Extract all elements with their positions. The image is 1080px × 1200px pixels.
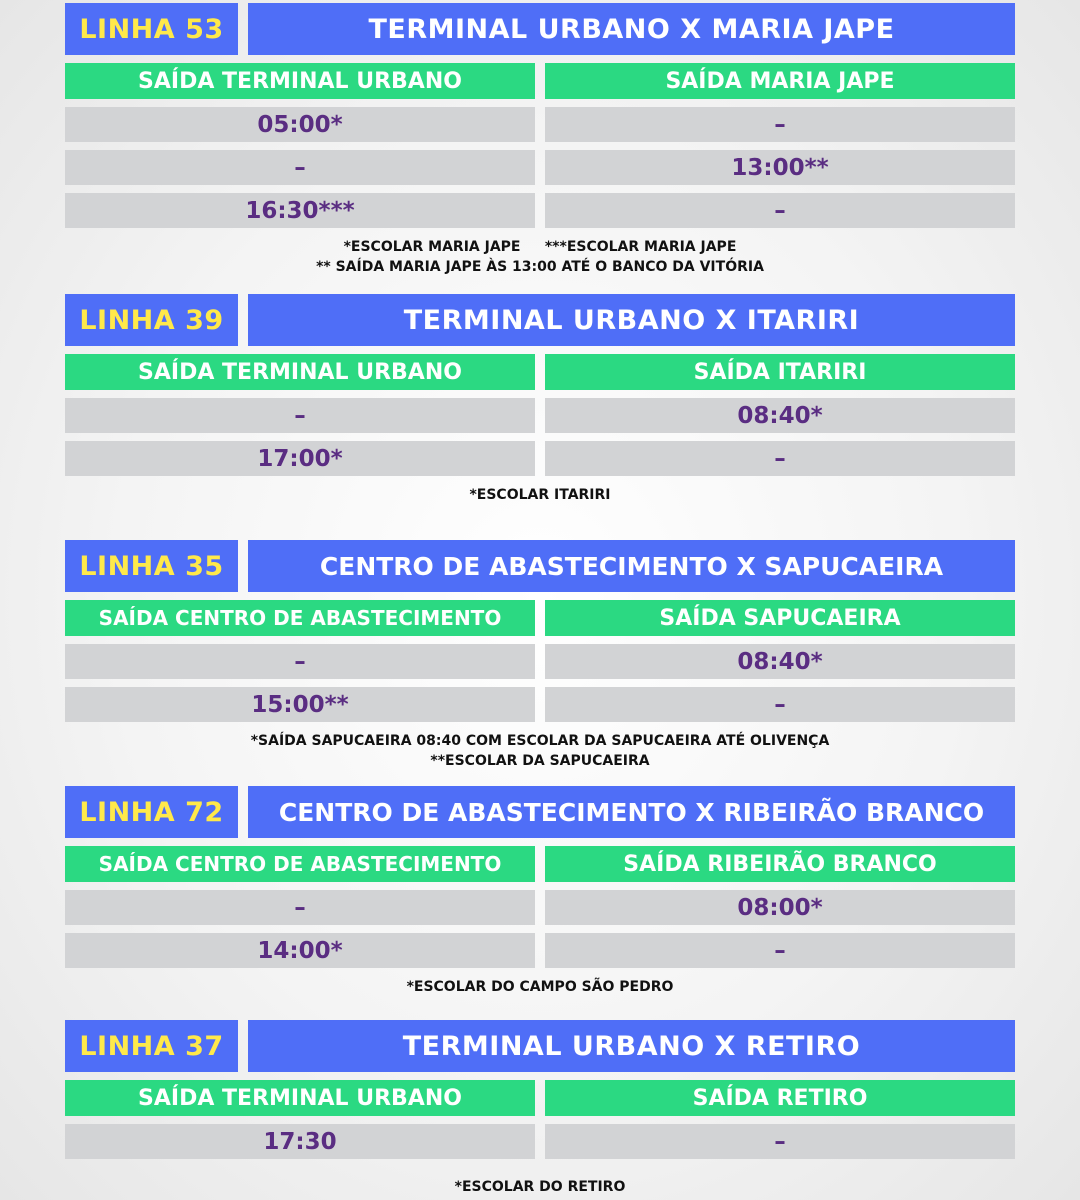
time-cell: 08:00* xyxy=(545,890,1015,925)
time-cell: – xyxy=(545,193,1015,228)
time-cell: – xyxy=(65,890,535,925)
line-number: LINHA 35 xyxy=(65,540,238,592)
time-cell: – xyxy=(65,398,535,433)
footnote: *ESCOLAR DO RETIRO xyxy=(454,1179,626,1195)
time-cell: – xyxy=(545,933,1015,968)
direction-header-right: SAÍDA ITARIRI xyxy=(545,354,1015,390)
left-column xyxy=(65,600,535,722)
line-header xyxy=(65,3,1015,55)
time-cell: – xyxy=(65,150,535,185)
time-cell: 14:00* xyxy=(65,933,535,968)
route-title: TERMINAL URBANO X ITARIRI xyxy=(248,294,1015,346)
right-column xyxy=(545,846,1015,968)
direction-header-left: SAÍDA TERMINAL URBANO xyxy=(65,354,535,390)
time-cell: 08:40* xyxy=(545,398,1015,433)
line-header xyxy=(65,540,1015,592)
left-column xyxy=(65,63,535,228)
footnotes xyxy=(65,731,1015,771)
footnotes xyxy=(65,485,1015,505)
left-column xyxy=(65,846,535,968)
footnotes xyxy=(65,977,1015,997)
direction-header-left: SAÍDA CENTRO DE ABASTECIMENTO xyxy=(65,846,535,882)
right-column xyxy=(545,600,1015,722)
line-block-39 xyxy=(65,294,1015,505)
direction-header-left: SAÍDA TERMINAL URBANO xyxy=(65,1080,535,1116)
line-number: LINHA 72 xyxy=(65,786,238,838)
time-cell: – xyxy=(545,107,1015,142)
line-block-53 xyxy=(65,3,1015,277)
line-number: LINHA 39 xyxy=(65,294,238,346)
time-cell: 13:00** xyxy=(545,150,1015,185)
time-cell: 08:40* xyxy=(545,644,1015,679)
left-column xyxy=(65,1080,535,1159)
time-cell: 16:30*** xyxy=(65,193,535,228)
time-cell: 05:00* xyxy=(65,107,535,142)
footnote: *SAÍDA SAPUCAEIRA 08:40 COM ESCOLAR DA SAPUCAEIRA ATÉ OLIVENÇA xyxy=(250,733,830,749)
route-title: TERMINAL URBANO X MARIA JAPE xyxy=(248,3,1015,55)
right-column xyxy=(545,63,1015,228)
line-block-37 xyxy=(65,1020,1015,1197)
line-number: LINHA 53 xyxy=(65,3,238,55)
direction-header-left: SAÍDA CENTRO DE ABASTECIMENTO xyxy=(65,600,535,636)
time-cell: – xyxy=(545,687,1015,722)
footnote: *ESCOLAR MARIA JAPE ***ESCOLAR MARIA JAPE xyxy=(343,239,737,255)
footnotes xyxy=(65,237,1015,277)
line-header xyxy=(65,786,1015,838)
time-cell: 17:30 xyxy=(65,1124,535,1159)
line-header xyxy=(65,294,1015,346)
time-cell: 15:00** xyxy=(65,687,535,722)
right-column xyxy=(545,354,1015,476)
line-header xyxy=(65,1020,1015,1072)
time-cell: – xyxy=(65,644,535,679)
route-title: CENTRO DE ABASTECIMENTO X RIBEIRÃO BRANCO xyxy=(248,786,1015,838)
left-column xyxy=(65,354,535,476)
line-number: LINHA 37 xyxy=(65,1020,238,1072)
direction-header-right: SAÍDA SAPUCAEIRA xyxy=(545,600,1015,636)
direction-header-left: SAÍDA TERMINAL URBANO xyxy=(65,63,535,99)
route-title: TERMINAL URBANO X RETIRO xyxy=(248,1020,1015,1072)
time-cell: 17:00* xyxy=(65,441,535,476)
route-title: CENTRO DE ABASTECIMENTO X SAPUCAEIRA xyxy=(248,540,1015,592)
footnote: *ESCOLAR ITARIRI xyxy=(469,487,611,503)
footnotes xyxy=(65,1177,1015,1197)
time-cell: – xyxy=(545,1124,1015,1159)
direction-header-right: SAÍDA MARIA JAPE xyxy=(545,63,1015,99)
time-cell: – xyxy=(545,441,1015,476)
footnote: *ESCOLAR DO CAMPO SÃO PEDRO xyxy=(406,979,674,995)
footnote: ** SAÍDA MARIA JAPE ÀS 13:00 ATÉ O BANCO DA VITÓRIA xyxy=(316,259,764,275)
direction-header-right: SAÍDA RIBEIRÃO BRANCO xyxy=(545,846,1015,882)
footnote: **ESCOLAR DA SAPUCAEIRA xyxy=(430,753,650,769)
right-column xyxy=(545,1080,1015,1159)
line-block-72 xyxy=(65,786,1015,997)
direction-header-right: SAÍDA RETIRO xyxy=(545,1080,1015,1116)
line-block-35 xyxy=(65,540,1015,771)
